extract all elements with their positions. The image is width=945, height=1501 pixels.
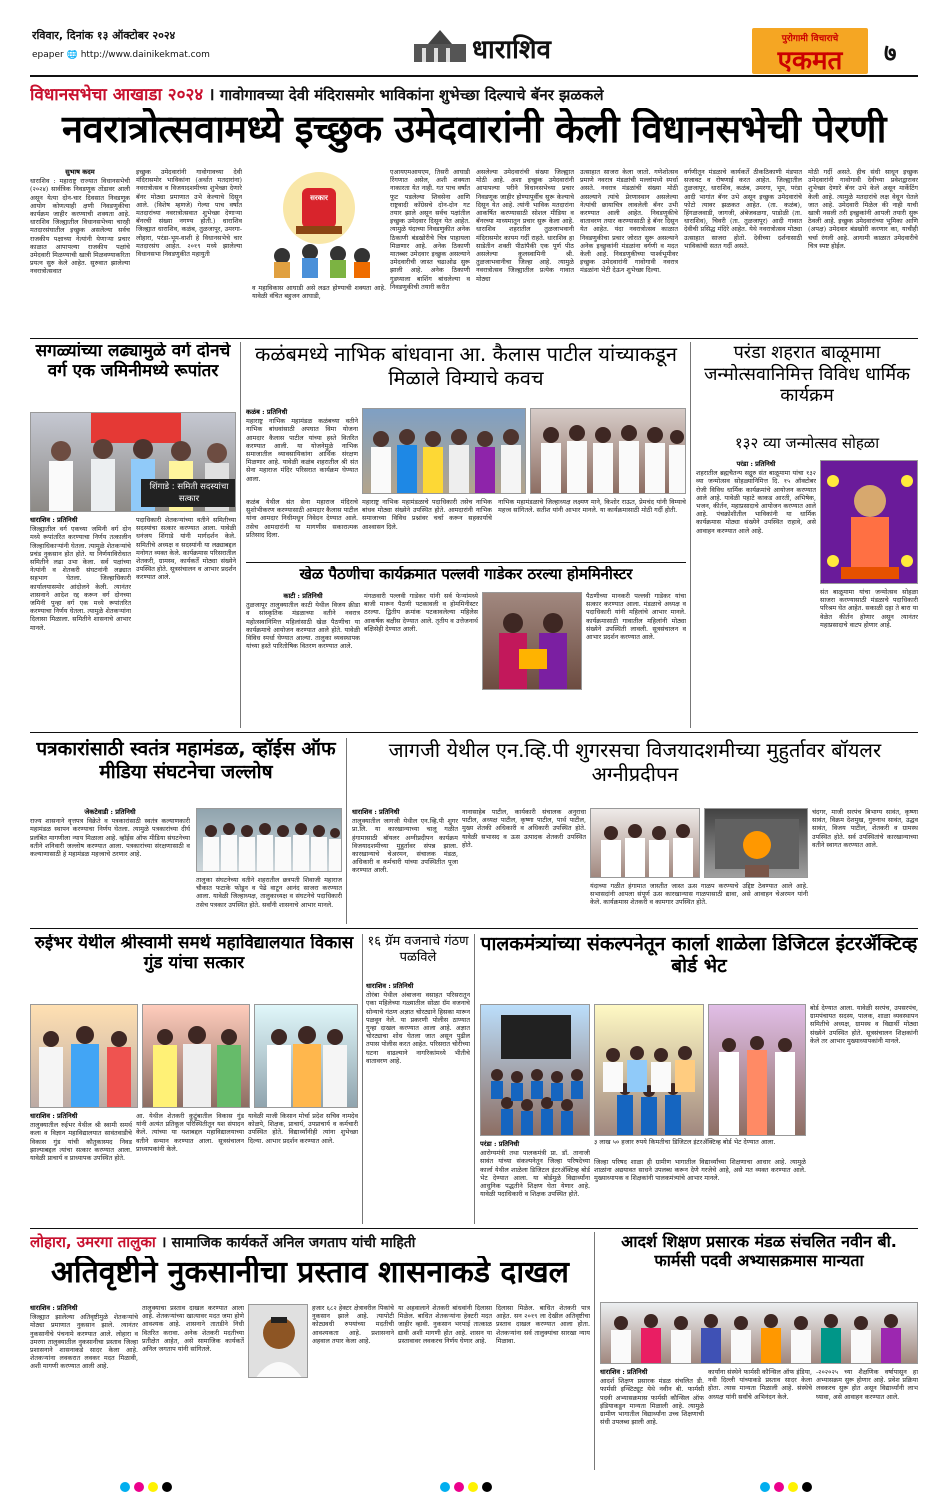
- lohara-col-2: तालुक्याचा प्रस्ताव दाखल करण्यात आला आहे. शेतकऱ्यांच्या खात्यावर मदत जमा होणे आवश्यक आहे. शासनाने तातडीने निधी वितरित करावा. अनेक शेतकरी मदतीच्या प्रतीक्षेत आहेत, असे सामाजिक कार्यकर्ते अनिल जगताप यांनी सांगितले.: [142, 1304, 244, 1354]
- paranda-col-2: संत बाळूमामा यांचा जन्मोत्सव सोहळा साजरा करण्यासाठी मंडळाचे पदाधिकारी परिश्रम घेत आहेत. सकाळी दहा ते बारा या वेळेत कीर्तन होणार असून त्यानंतर महाप्रसादाचे वाटप होणार आहे.: [820, 588, 918, 629]
- jagaji-col-2: नानासाहेब पाटील, कार्यकारी संचालक अनुराधा पाटील, अध्यक्ष पाटील, कृष्णा पाटील, पार्थ पाटील, मुख्य शेतकी अधिकारी व अधिकारी उपस्थित होते. यावेळी सभासद व ऊस उत्पादक शेतकरी उपस्थित होते.: [462, 808, 586, 849]
- lead-byline: सुभाष कदम: [65, 168, 95, 176]
- adarsh-byline: धाराशिव : प्रतिनिधी: [600, 1368, 648, 1376]
- paranda-photo: [820, 460, 918, 584]
- rui-headline: रुईभर येथील श्रीस्वामी समर्थ महाविद्यालयात विकास गुंड यांचा सत्कार: [34, 934, 354, 973]
- lead-bottom-rule: [30, 338, 918, 339]
- gold-col-1: धाराशिव : प्रतिनिधी तोरंबा येथील अंबाजना वसाहत परिसरातून एका महिलेच्या गळ्यातील सोळा ग्रॅम वजनाचे सोन्याचे गंठण अज्ञात चोरट्याने हिसका मारून पळवून नेले. या प्रकरणी पोलीस ठाण्यात गुन्हा दाखल करण्यात आला आहे. अज्ञात चोरट्याचा शोध घेतला जात असून पुढील तपास पोलीस करत आहेत. परिसरात चोरीच्या घटना वाढल्याने नागरिकांमध्ये भीतीचे वातावरण आहे.: [366, 982, 470, 1065]
- kicker-label: विधानसभेचा आखाडा २०२४: [30, 85, 204, 105]
- lead-col-2: इच्छुक उमेदवारांनी गावोगावच्या देवी मंदिरासमोर भाविकांना (अर्थात मतदारांना) नवरात्रोत्सव व विजयादशमीच्या शुभेच्छा देणारे बॅनर मोठ्या प्रमाणात उभे केल्याचे दिसून आले. (विशेष म्हणजे) गेल्या पाच वर्षांत मतदारांच्या नवरात्रोत्सवात शुभेच्छा देणाऱ्या बॅनरची संख्या नगण्य होती.) धाराशिव जिल्ह्यात धाराशिव, कळंब, तुळजापूर, उमरगा-लोहारा, परंडा-भूम-वाशी हे विधानसभेचे चार मतदारसंघ आहेत. २०१९ मध्ये झालेल्या विधानसभा निवडणुकीत महायुती: [136, 168, 242, 259]
- lohara-kicker-separator: ।: [160, 1233, 167, 1251]
- rui-col-2: आ. येथील शेतकरी कुटुंबातील विकास गुंड यांनी अत्यंत प्रतिकूल परिस्थितीतून यश संपादन केले. त्यांच्या या यशाबद्दल महाविद्यालयाच्या वतीने सन्मान करण्यात आला. सूत्रसंचालन प्राध्यापकांनी केले.: [136, 1112, 244, 1153]
- lead-col-4: एआयएमआयएम, तिसरी आघाडी रिंगणात असेल, अशी शक्यता नाकारता येत नाही. गत पाच वर्षांत फूट पडलेल्या शिवसेना आणि राष्ट्रवादी काँग्रेसचे दोन-दोन गट तयार झाले असून सर्वच पक्षांतील इच्छुक उमेदवार दिसून येत आहेत. त्यामुळे यंदाच्या निवडणुकीत अनेक ठिकाणी बंडखोरीचे चित्र पाहायला मिळणार आहे. अनेक ठिकाणी मातब्बर उमेदवार इच्छुक असल्याने उमेदवारीची जास्त चढाओढ सुरू झाली आहे. अनेक ठिकाणी गुडघ्याला बाशिंग बांधलेल्या व निवडणुकीची तयारी करीत: [390, 168, 470, 291]
- lead-col-1: सुभाष कदम धाराशिव : महाराष्ट्र राज्यात विधानसभेची (२०२४) सार्वत्रिक निवडणूक तोंडावर आली असून येत्या दोन-चार दिवसात निवडणूक आयोग कोणत्याही क्षणी निवडणुकीचा कार्यक्रम जाहीर करण्याची शक्यता आहे. धाराशिव जिल्ह्यातील विधानसभेच्या चारही मतदारसंघातील इच्छुक असलेल्या सर्वच राजकीय पक्षाच्या नेत्यांनी येणाऱ्या प्रचार काळात आपापल्या राजकीय पक्षांचे उमेदवारी मिळण्याची खात्री मिळवण्याकरिता प्रयत्न सुरु केले आहेत. सुरुवात झालेल्या नवरात्रोत्सवात: [30, 168, 130, 276]
- jagaji-headline: जागजी येथील एन.व्हि.पी शुगरसचा विजयादशमीच्या मुहुर्तावर बॉयलर अग्नीप्रदीपन: [388, 738, 882, 786]
- paithan-col-3: पैठणीच्या मानकरी पल्लवी गाडेकर यांचा सत्कार करण्यात आला. मंडळाचे अध्यक्ष व पदाधिकारी यांनी महिलांचे आभार मानले. कार्यक्रमासाठी गावातील महिलांनी मोठ्या संख्येने उपस्थिती लावली. सूत्रसंचालन व आभार प्रदर्शन करण्यात आले.: [586, 592, 686, 642]
- paithan-photo: [482, 592, 582, 690]
- rule-rui: [362, 934, 363, 1224]
- reg-mark-magenta-2: [454, 1482, 464, 1492]
- lead-col-8: मोठी गर्दी असते. हीच संधी साधून इच्छुक उमेदवारांनी गावोगावी देवीच्या प्रवेशद्वारावर शुभेच्छा देणारे बॅनर उभे केले असून मार्केटिंग केली आहे. त्यामुळे मतदारांचे लक्ष वेधून घेतले जात आहे. उमेदवारी मिळेल की नाही याची खात्री नसली तरी इच्छुकांनी आपली तयारी सुरू ठेवली आहे. इच्छुक उमेदवारांच्या भूमिका आणि (अपक्ष) उमेदवार बंडखोरी करणार का, याचीही चर्चा रंगली आहे. आगामी काळात उमेदवारीचे चित्र स्पष्ट होईल.: [808, 168, 918, 250]
- rui-col-3: यावेळी माजी किसान मोर्चा प्रदेश सचिव नामदेव कोळपे, शिक्षक, प्राचार्य, उपप्राचार्य व कर्मचारी उपस्थित होते. विद्यार्थ्यांनीही त्यांना शुभेच्छा दिल्या. आभार प्रदर्शन करण्यात आले.: [248, 1112, 358, 1145]
- paranda-col-1: परंडा : प्रतिनिधी शहरातील ब्रह्मचैतन्य सद्गुरु संत बाळूमामा यांचा १३२ व्या जन्मोत्सव सोहळ्यानिमित्त दि. १५ ऑक्टोबर रोजी विविध धार्मिक कार्यक्रमांचे आयोजन करण्यात आले आहे. यावेळी पहाटे काकड आरती, अभिषेक, भजन, कीर्तन, महाप्रसादाचे आयोजन करण्यात आले आहे. पंचक्रोशीतील भाविकांनी या धार्मिक कार्यक्रमास मोठ्या संख्येने उपस्थित राहावे, असे आवाहन करण्यात आले आहे.: [696, 460, 816, 535]
- kalamb-col-2: कळंब येथील संत सेना महाराज मंदिराचे सुशोभीकरण करण्यासाठी आमदार कैलास पाटील यांना आमदार निधीमधून निवेदन देण्यात आले. तसेच आमदारांनी या मागणीस सकारात्मक प्रतिसाद दिला.: [246, 498, 358, 539]
- lohara-col-3: हजार ६८२ हेक्टर क्षेत्रावरील पिकांचे नुकसान झाले आहे. त्यापोटी कोट्यवधी रुपयांच्या मदतीची आवश्यकता आहे. प्रशासनाने अहवाल तयार केला आहे.: [312, 1304, 394, 1345]
- brand-name: एकमत: [777, 46, 843, 74]
- sagale-col-2: पदाधिकारी शेतकऱ्यांच्या वतीने समितीच्या सदस्यांचा सत्कार करण्यात आला. यावेळी धनंजय शिंगाडे यांनी मार्गदर्शन केले. समितीचे अध्यक्ष व सदस्यांनी या लढ्याबद्दल मनोगत व्यक्त केले. कार्यक्रमास परिसरातील शेतकरी, ग्रामस्थ, कार्यकर्ते मोठ्या संख्येने उपस्थित होते. सूत्रसंचालन व आभार प्रदर्शन करण्यात आले.: [136, 516, 236, 582]
- page-number: ७: [884, 39, 897, 67]
- patrakar-col-2: तालुका संघटनेच्या वतीने शहरातील छत्रपती शिवाजी महाराज चौकात फटाके फोडून व पेढे वाटून आनंद साजरा करण्यात आला. यावेळी जिल्हाध्यक्ष, तालुकाध्यक्ष व संघटनेचे पदाधिकारी तसेच पत्रकार उपस्थित होते. सर्वांनी शासनाचे आभार मानले.: [196, 876, 342, 909]
- lohara-kicker-label: लोहारा, उमरगा तालुका: [30, 1233, 156, 1251]
- kicker-bar: [30, 82, 918, 106]
- reg-mark-black: [162, 1482, 172, 1492]
- website-url[interactable]: http://www.dainikekmat.com: [80, 50, 210, 60]
- edition-banner: [410, 30, 610, 66]
- epaper-label: epaper: [32, 50, 64, 60]
- palak-byline: परंडा : प्रतिनिधी: [480, 1140, 520, 1148]
- lohara-kicker-text: सामाजिक कार्यकर्ते अनिल जगताप यांची माहिती: [171, 1235, 416, 1251]
- palak-photo-2: [594, 1004, 704, 1136]
- palak-col-2: जिल्हा परिषद शाळा ही ग्रामीण भागातील विद्यार्थ्यांच्या शिक्षणाचा आधार आहे. त्यामुळे शाळांना अद्ययावत साधने उपलब्ध करून देणे गरजेचे आहे, असे मत व्यक्त करण्यात आले. मुख्याध्यापक व शिक्षकांनी पालकमंत्र्यांचे आभार मानले.: [594, 1158, 806, 1183]
- adarsh-headline: आदर्श शिक्षण प्रसारक मंडळ संचलित नवीन बी. फार्मसी पदवी अभ्यासक्रमास मान्यता: [621, 1232, 897, 1271]
- palak-col-3: बोर्ड देण्यात आला. यावेळी सरपंच, उपसरपंच, ग्रामपंचायत सदस्य, पालक, शाळा व्यवस्थापन समितीचे अध्यक्ष, ग्रामस्थ व विद्यार्थी मोठ्या संख्येने उपस्थित होते. सूत्रसंचालन शिक्षकांनी केले तर आभार मुख्याध्यापकांनी मानले.: [810, 1004, 918, 1045]
- lohara-kicker: [30, 1232, 590, 1254]
- kicker-separator: ।: [208, 85, 215, 105]
- palak-col-1: परंडा : प्रतिनिधी आरोग्यमंत्री तथा पालकमंत्री प्रा. डॉ. तानाजी सावंत यांच्या संकल्पनेतून जिल्हा परिषदेच्या कार्ला येथील शाळेला डिजिटल इंटरॲक्टिव्ह बोर्ड भेट देण्यात आला. या बोर्डमुळे विद्यार्थ्यांना आधुनिक पद्धतीने शिक्षण घेता येणार आहे. यावेळी पदाधिकारी व शिक्षक उपस्थित होते.: [480, 1140, 590, 1199]
- reg-mark-cyan-2: [440, 1482, 450, 1492]
- jagaji-col-1: धाराशिव : प्रतिनिधी तालुक्यातील जागजी येथील एन.व्हि.पी शुगर प्रा.लि. या कारखान्याच्या चालू गळीत हंगामासाठी बॉयलर अग्नीप्रदीपन कार्यक्रम विजयादशमीच्या मुहुर्तावर संपन्न झाला. कारखान्याचे चेअरमन, संचालक मंडळ, अधिकारी व कर्मचारी यांच्या उपस्थितीत पूजा करण्यात आली.: [352, 808, 458, 875]
- kalamb-photo-1: [362, 408, 526, 494]
- lead-col-3: व महाविकास आघाडी असे लढत होण्याची शक्यता आहे. यावेळी वंचित बहुजन आघाडी,: [252, 284, 386, 301]
- jagaji-photo-1: [590, 808, 700, 878]
- rui-photo-1: [30, 1004, 138, 1108]
- adarsh-photo: [600, 1302, 918, 1364]
- lead-col-6: उत्साहात साजरा केला जातो. गणेशोत्सव प्रमाणे नवरात्र मंडळांची मल्लांमध्ये स्पर्धा असते. नवरात्र मंडळांची संख्या मोठी असल्याने त्यांचे प्रेरणास्थान असलेल्या नेत्यांची छायाचित्र लावलेली बॅनर उभी करण्यात आली आहेत. निवडणुकीचे वातावरण तयार करण्यासाठी हे बॅनर दिसून येत आहेत. यंदा नवरात्रोत्सव काळात निवडणुकीचा प्रचार जोरात सुरू असल्याने अनेक इच्छुकांनी मंडळांना वर्गणी व मदत केली आहे. निवडणुकीच्या पार्श्वभूमीवर इच्छुक उमेदवारांनी गावोगावी नवरात्र मंडळांना भेटी देऊन शुभेच्छा दिल्या.: [580, 168, 678, 275]
- sagale-photo: [30, 412, 236, 512]
- lead-col-7: वर्गणीतून मंडळाचे कार्यकर्ते ठीकठिकाणी मंडपात सजावट व रोषणाई करत आहेत. जिल्ह्यातील तुळजापूर, धाराशिव, कळंब, उमरगा, भूम, परंडा आदी भागांत बॅनर उभे असून इच्छुक उमेदवारांचे फोटो त्यावर झळकत आहेत. (ता. कळंब), हिंगळजवाडी, जागजी, अंबेजवळगा, पाडोळी (ता. धाराशिव), चिवरी (ता. तुळजापूर) आदी गावात देवीची प्रसिद्ध मंदिरे आहेत. येथे नवरात्रोत्सव मोठ्या उत्साहात साजरा होतो. देवीच्या दर्शनासाठी भाविकांची सतत गर्दी असते.: [684, 168, 802, 250]
- lohara-col-4: या अहवालाने शेतकरी बांधवांनी दिलासा मिळेल. बाधित शेतकऱ्यांना हेक्टरी मदत जाहीर व्हावी. नुकसान भरपाई तात्काळ द्यावी अशी मागणी होत आहे. शासन या प्रस्तावावर लवकरच निर्णय घेणार आहे.: [398, 1304, 492, 1345]
- rui-byline: धाराशिव : प्रतिनिधी: [30, 1112, 78, 1120]
- gold-byline: धाराशिव : प्रतिनिधी: [366, 982, 414, 990]
- header-rule: [30, 75, 918, 77]
- adarsh-col-2: कार्यांना संस्थेने फार्मसी कौन्सिल ऑफ इंडिया, नवी दिल्ली यांच्याकडे प्रस्ताव सादर केला होता. त्यास मान्यता मिळाली आहे. संस्थेचे अध्यक्ष यांनी सर्वांचे अभिनंदन केले.: [708, 1368, 812, 1401]
- brand-box: [752, 28, 868, 74]
- masthead: [0, 0, 945, 84]
- sagale-headline: सगळ्यांच्या लढ्यामुळे वर्ग दोनचे वर्ग एक जमिनीमध्ये रूपांतर: [35, 342, 231, 381]
- sagale-col-1: धाराशिव : प्रतिनिधी जिल्ह्यातील वर्ग एकच्या जमिनी वर्ग दोन मध्ये रूपांतरित करण्याचा निर्णय तत्कालीन जिल्हाधिकाऱ्यांनी घेतला. त्यामुळे शेतकऱ्यांचे प्रचंड नुकसान होत होते. या निर्णयाविरोधात समितीने लढा उभा केला. सर्व पक्षांच्या नेत्यांनी व शेतकरी संघटनांनी लढ्यात सहभाग घेतला. जिल्हाधिकारी कार्यालयासमोर आंदोलने केली. त्यानंतर शासनाने आदेश रद्द करून वर्ग दोनच्या जमिनी पुन्हा वर्ग एक मध्ये रूपांतरित करण्याचा निर्णय घेतला. त्यामुळे शेतकऱ्यांना दिलासा मिळाला. समितीने शासनाचे आभार मानले.: [30, 516, 131, 632]
- edition-name: धाराशिव: [472, 35, 551, 65]
- reg-mark-yellow-2: [468, 1482, 478, 1492]
- rule-mid-2: [30, 928, 918, 929]
- sagale-photo-label: शिंगाडे : समिती सदस्यांचा सत्कार: [141, 479, 236, 507]
- brand-tagline: पुरोगामी विचाराचे: [781, 34, 839, 44]
- lead-col-5: असलेल्या उमेदवारांची संख्या जिल्ह्यात मोठी आहे. अशा इच्छुक उमेदवारांनी आपापल्या परीने विधानसभेच्या प्रचार निवडणूक जाहीर होण्यापूर्वीच सुरू केल्याचे दिसून येत आहे. त्यांनी भाविक मतदारांना आकर्षित करण्यासाठी सोशल मीडिया व बॅनरच्या माध्यमातून प्रचार सुरू केला आहे. धाराशिव शहरातील तुळजाभवानी मंदिरासमोर कायम गर्दी राहते. धाराशिव हा साडेतीन शक्ती पीठांपैकी एक पूर्ण पीठ असलेल्या कुलस्वामिनी श्री. तुळजाभवानीचा जिल्हा आहे. त्यामुळे नवरात्रोत्सव जिल्ह्यातील प्रत्येक गावात मोठ्या: [476, 168, 574, 283]
- reg-mark-black-3: [802, 1482, 812, 1492]
- paranda-headline: परंडा शहरात बाळूमामा जन्मोत्सवानिमित्त विविध धार्मिक कार्यक्रम: [704, 342, 910, 407]
- palak-headline: पालकमंत्र्यांच्या संकल्पनेतून कार्ला शाळेला डिजिटल इंटरॲक्टिव्ह बोर्ड भेट: [480, 934, 918, 977]
- kalamb-photo-2: [530, 408, 686, 494]
- rui-col-1: धाराशिव : प्रतिनिधी तालुक्यातील रुईभर येथील श्री स्वामी समर्थ कला व विज्ञान महाविद्यालयात सावंतवाडीचे विकास गुंड यांची कौतुकास्पद निवड झाल्याबद्दल त्यांचा सत्कार करण्यात आला. यावेळी प्राचार्य व प्राध्यापक उपस्थित होते.: [30, 1112, 132, 1163]
- reg-mark-magenta-3: [774, 1482, 784, 1492]
- rule-kalamb-bottom: [246, 562, 686, 563]
- patrakar-col-1: जेकटेवाडी : प्रतिनिधी राज्य शासनाने वृत्तपत्र विक्रेते व पत्रकारांसाठी स्वतंत्र कल्याणकारी महामंडळ स्थापन करण्याचा निर्णय घेतला. त्यामुळे पत्रकारांच्या दीर्घ प्रलंबित मागणीला न्याय मिळाला आहे. व्हॉईस ऑफ मीडिया संघटनेच्या वतीने शनिवारी जल्लोष करण्यात आला. पत्रकारांच्या संरक्षणासाठी व कल्याणासाठी हे महामंडळ महत्त्वाचे ठरणार आहे.: [30, 808, 190, 859]
- reg-mark-yellow: [148, 1482, 158, 1492]
- kalamb-col-1: कळंब : प्रतिनिधी महाराष्ट्र नाभिक महामंडळ कळंबच्या वतीने नाभिक बांधवांसाठी अपघात विमा योजना आमदार कैलास पाटील यांच्या हस्ते वितरित करण्यात आली. या योजनेमुळे नाभिक समाजातील व्यावसायिकांना आर्थिक संरक्षण मिळणार आहे. यावेळी कळंब शहरातील श्री संत सेना महाराज मंदिर परिसरात कार्यक्रम घेण्यात आला.: [246, 408, 358, 483]
- rule-left-col: [240, 342, 241, 728]
- reg-mark-black-2: [482, 1482, 492, 1492]
- jagaji-photo-2: [704, 808, 808, 878]
- sagale-byline: धाराशिव : प्रतिनिधी: [30, 516, 78, 524]
- reg-mark-magenta: [134, 1482, 144, 1492]
- epaper-line: [32, 50, 210, 60]
- lohara-portrait: [248, 1304, 308, 1378]
- palak-caption: ३ लाख ५० हजार रुपये किमतीचा डिजिटल इंटरॲक्टिव्ह बोर्ड भेट देण्यात आला.: [594, 1138, 776, 1146]
- rule-gold: [474, 934, 475, 1224]
- paranda-byline: परंडा : प्रतिनिधी: [736, 460, 776, 468]
- palak-photo-3: [708, 1004, 806, 1136]
- lohara-headline: अतिवृष्टीने नुकसानीचा प्रस्ताव शासनाकडे दाखल: [51, 1256, 569, 1290]
- adarsh-col-3: -२०२०२५ च्या शैक्षणिक वर्षापासून हा अभ्यासक्रम सुरू होणार आहे. प्रवेश प्रक्रिया लवकरच सुरू होत असून विद्यार्थ्यांनी लाभ घ्यावा, असे आवाहन करण्यात आले.: [816, 1368, 918, 1401]
- patrakar-byline: जेकटेवाडी : प्रतिनिधी: [84, 808, 136, 816]
- palak-photo-1: [480, 1004, 590, 1136]
- paithan-byline: काटी : प्रतिनिधी: [283, 592, 323, 600]
- patrakar-photo: [196, 808, 342, 872]
- reg-mark-cyan: [120, 1482, 130, 1492]
- date-line: रविवार, दिनांक १३ ऑक्टोबर २०२४: [32, 29, 176, 42]
- kalamb-col-4: नाभिक महामंडळाचे जिल्हाध्यक्ष लक्ष्मण माने, किशोर राऊत, प्रेमचंद यांनी विम्याचे महत्त्व सांगितले. सतीश यांनी आभार मानले. या कार्यक्रमासाठी मोठी गर्दी होती.: [498, 498, 686, 515]
- kalamb-col-3: महाराष्ट्र नाभिक महामंडळाचे पदाधिकारी तसेच नाभिक बांधव मोठ्या संख्येने उपस्थित होते. आमदारांनी नाभिक समाजाच्या विविध प्रश्नांवर चर्चा करून सहकार्याचे आश्वासन दिले.: [362, 498, 492, 531]
- rule-patrakar: [346, 738, 347, 924]
- lohara-byline: धाराशिव : प्रतिनिधी: [30, 1304, 78, 1312]
- rule-mid-1: [30, 732, 918, 733]
- jagaji-byline: धाराशिव : प्रतिनिधी: [352, 808, 400, 816]
- jagaji-col-4: चंदगर, माजी सरपंच बिभाग्य सावंत, कृष्णा सावंत, विक्रम देशमुख, गुरुनाथ सावंत, उद्धव सावंत, विजय पाटील, शेतकरी व ग्रामस्थ उपस्थित होते. सर्व उपस्थितांचे कारखान्याच्या वतीने स्वागत करण्यात आले.: [812, 808, 918, 849]
- rule-right-col: [690, 342, 691, 728]
- illustration-caption: सरकार: [310, 194, 328, 202]
- patrakar-headline: पत्रकारांसाठी स्वतंत्र महामंडळ, व्हॉईस ऑफ मीडिया संघटनेचा जल्लोष: [36, 738, 336, 783]
- globe-icon: 🌐: [66, 50, 78, 60]
- lohara-col-5: दिलासा मिळेल. बाधित शेतकरी पात्र आहेत. सन २०१९ ला देखील अतिवृष्टीचा प्रस्ताव दाखल करण्यात आला होता. शेतकऱ्यांना सर्व तालुक्यांचा सारखा न्याय मिळावा.: [496, 1304, 590, 1345]
- reg-mark-cyan-3: [760, 1482, 770, 1492]
- rui-photo-3: [254, 1004, 358, 1108]
- lead-illustration: [252, 168, 386, 280]
- rule-mid-3: [30, 1228, 918, 1229]
- lohara-col-1: धाराशिव : प्रतिनिधी जिल्ह्यात झालेल्या अतिवृष्टीमुळे शेतकऱ्यांचे मोठ्या प्रमाणात नुकसान झाले. त्यानंतर नुकसानीचे पंचनामे करण्यात आले. लोहारा व उमरगा तालुक्यातील नुकसानीचा प्रस्ताव जिल्हा प्रशासनाने शासनाकडे सादर केला आहे. शेतकऱ्यांना लवकरात लवकर मदत मिळावी, अशी मागणी करण्यात आली आहे.: [30, 1304, 138, 1371]
- paithan-col-1: काटी : प्रतिनिधी तुळजापूर तालुक्यातील काटी येथील विजय क्रीडा व सांस्कृतिक मंडळाच्या वतीने नवरात्र महोत्सवानिमित्त महिलांसाठी खेळ पैठणीचा या कार्यक्रमाचे आयोजन करण्यात आले होते. यावेळी विविध स्पर्धा घेण्यात आल्या. तालुका व्यवस्थापक यांच्या हस्ते पारितोषिक वितरण करण्यात आले.: [246, 592, 360, 651]
- jagaji-col-3: यंदाच्या गळीत हंगामात जास्तीत जास्त ऊस गाळप करण्याचे उद्दिष्ट ठेवण्यात आले आहे. सभासदांनी आपला संपूर्ण ऊस कारखान्यास गाळपासाठी द्यावा, असे आवाहन चेअरमन यांनी केले. कार्यक्रमास शेतकरी व कामगार उपस्थित होते.: [590, 882, 808, 907]
- kicker-text: गावोगावच्या देवी मंदिरासमोर भाविकांना शुभेच्छा दिल्याचे बॅनर झळकले: [219, 86, 604, 104]
- paranda-subhead: १३२ व्या जन्मोत्सव सोहळा: [734, 434, 880, 452]
- paithan-headline: खेळ पैठणीचा कार्यक्रमात पल्लवी गाडेकर ठरल्या होममिनीस्टर: [299, 566, 633, 583]
- kalamb-headline: कळंबमध्ये नाभिक बांधवाना आ. कैलास पाटील यांच्याकडून मिळाले विम्याचे कवच: [255, 342, 677, 390]
- gold-headline: १६ ग्रॅम वजनाचे गंठण पळविले: [367, 934, 469, 965]
- registration-marks: [0, 1478, 945, 1496]
- lead-headline: नवरात्रोत्सवामध्ये इच्छुक उमेदवारांनी केली विधानसभेची पेरणी: [61, 108, 886, 151]
- adarsh-col-1: धाराशिव : प्रतिनिधी आदर्श शिक्षण प्रसारक मंडळ संचलित डी. फार्मसी इन्स्टिट्यूट येथे नवीन बी. फार्मसी पदवी अभ्यासक्रमास फार्मसी कौन्सिल ऑफ इंडियाकडून मान्यता मिळाली आहे. त्यामुळे ग्रामीण भागातील विद्यार्थ्यांना उच्च शिक्षणाची संधी उपलब्ध झाली आहे.: [600, 1368, 704, 1427]
- kalamb-byline: कळंब : प्रतिनिधी: [246, 408, 288, 416]
- paithan-col-2: मंगळवारी पल्लवी गाडेकर यांनी सर्व फेऱ्यांमध्ये बाजी मारून पैठणी पटकावली व होममिनीस्टर ठरल्या. द्वितीय क्रमांक पटकावलेल्या महिलेस आकर्षक बक्षीस देण्यात आले. तृतीय व उत्तेजनार्थ बक्षिसेही देण्यात आली.: [364, 592, 478, 633]
- rule-lohara: [594, 1232, 595, 1470]
- rui-photo-2: [142, 1004, 250, 1108]
- temple-logo-icon: [410, 30, 470, 64]
- reg-mark-yellow-3: [788, 1482, 798, 1492]
